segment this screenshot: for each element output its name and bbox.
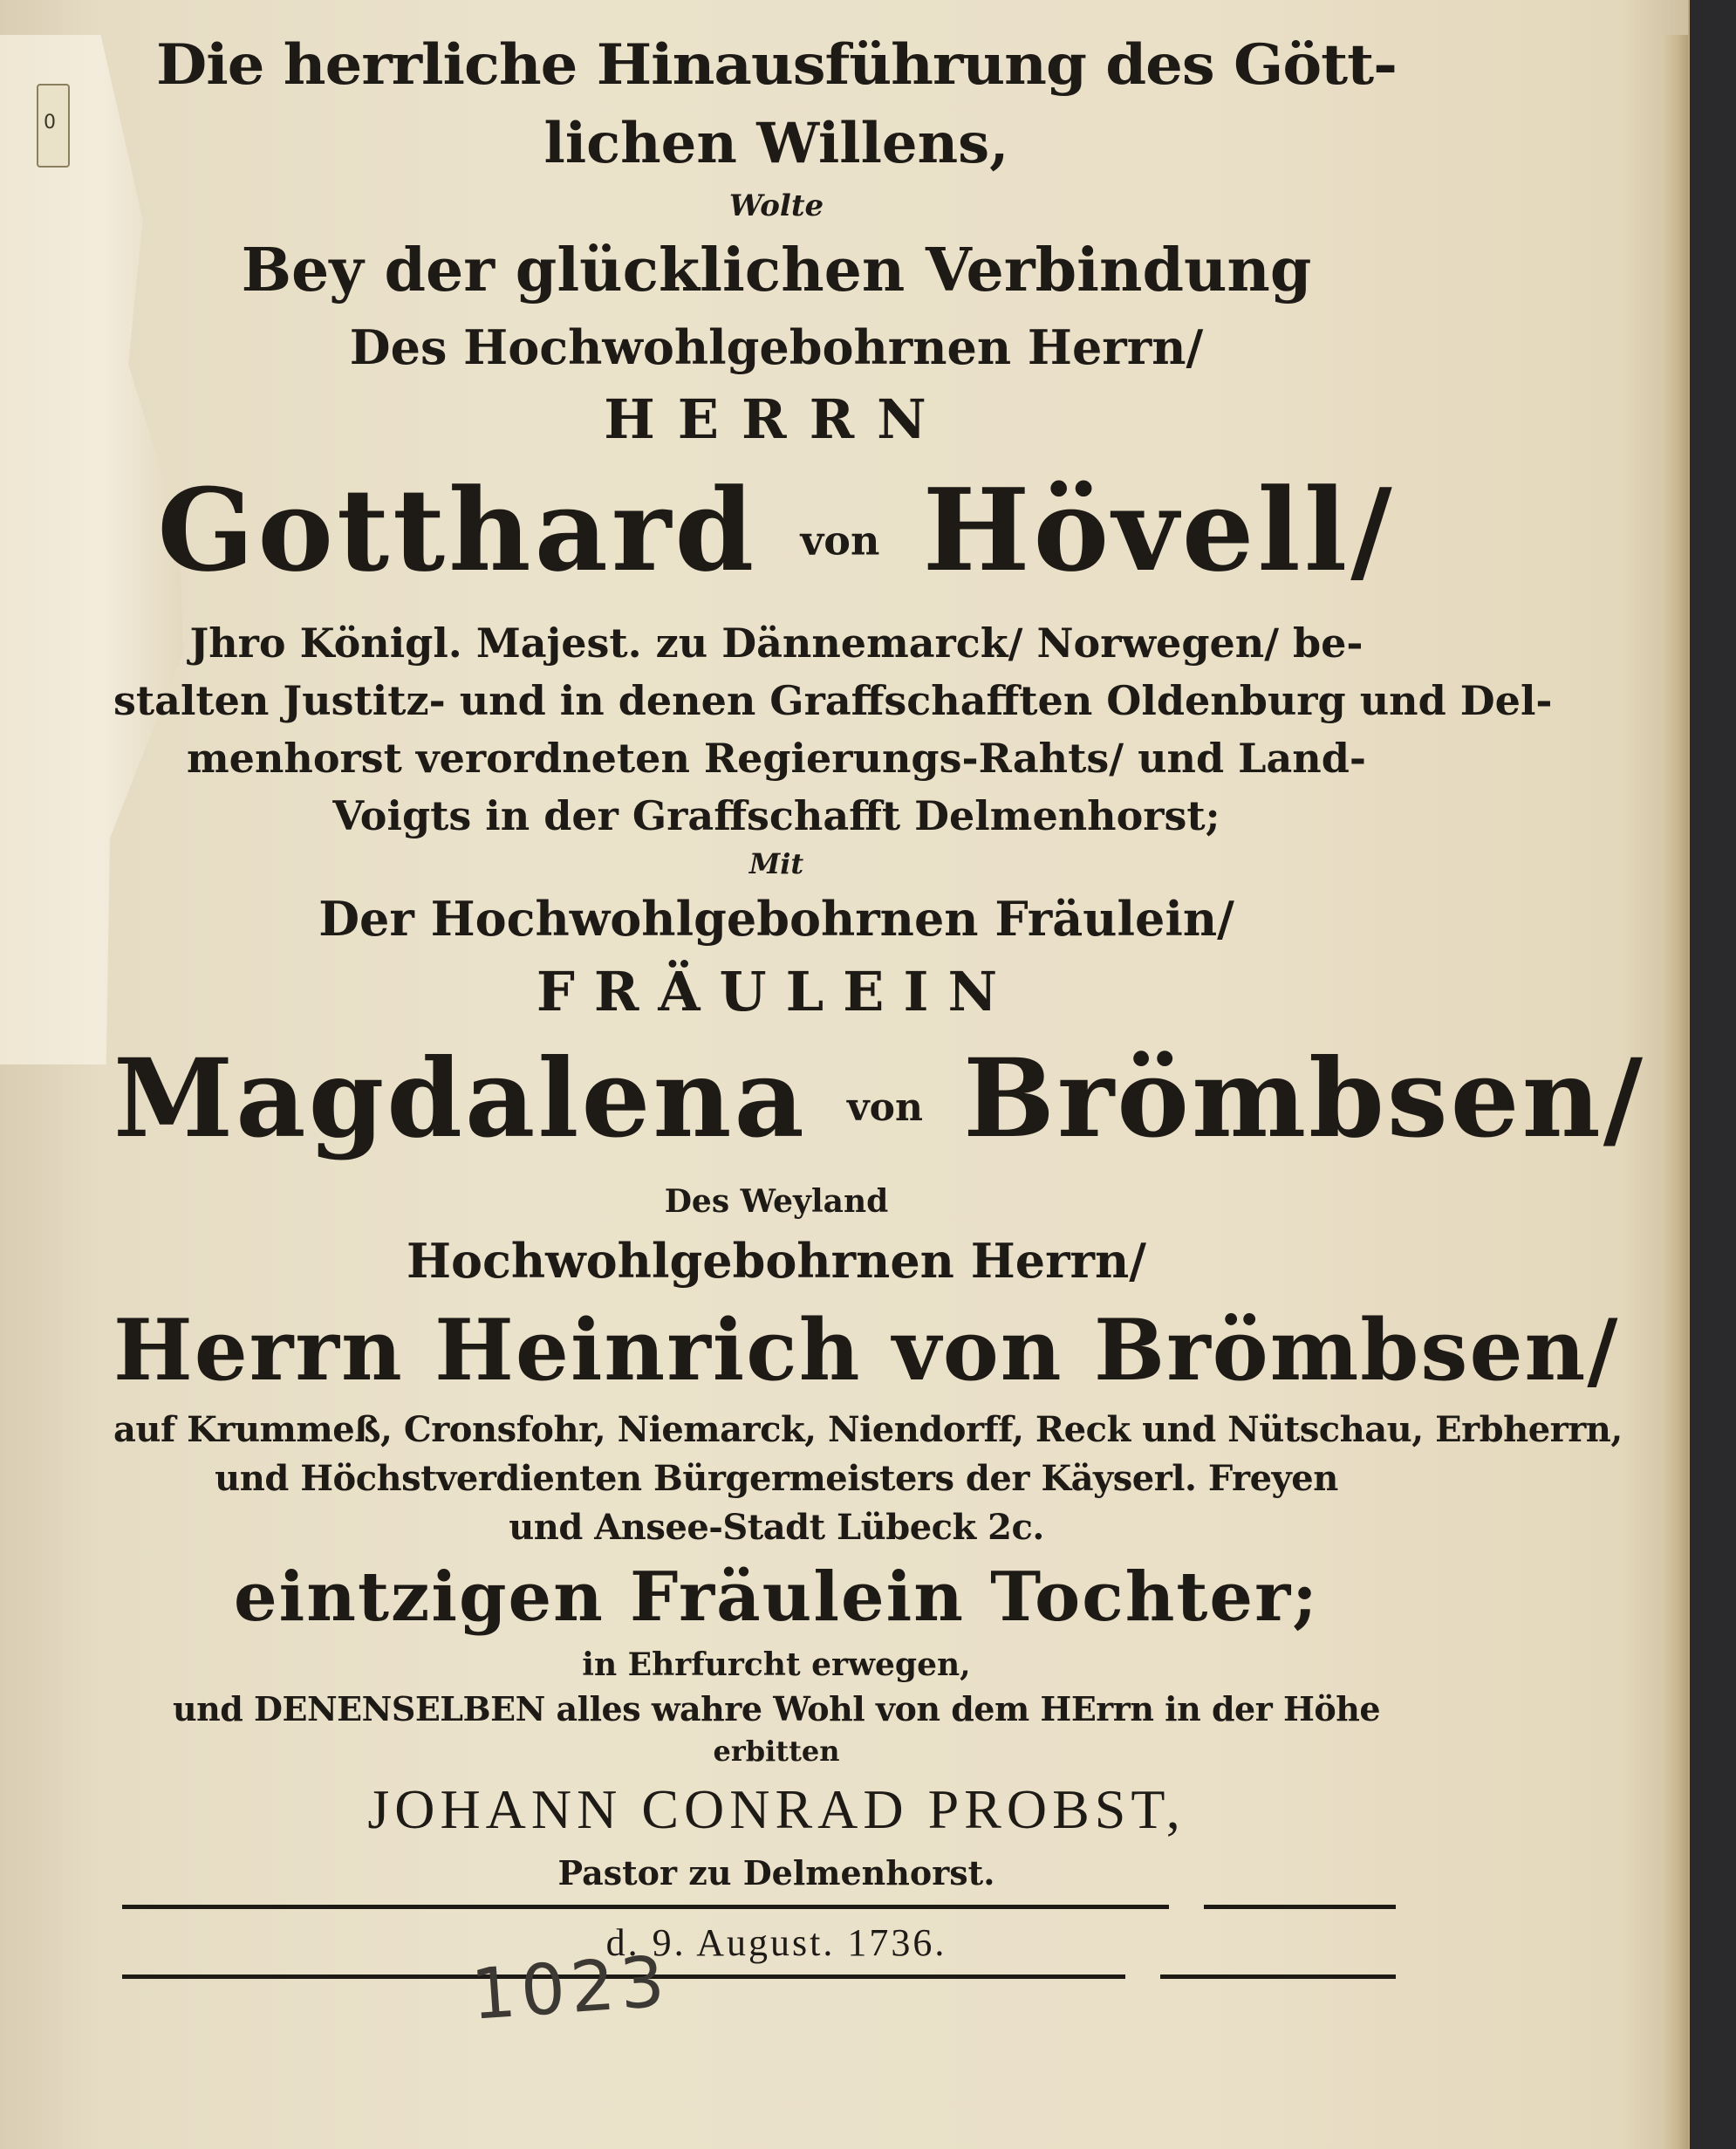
groom-last-name: Hövell/ [922, 463, 1396, 597]
mit-line: Mit [748, 846, 804, 880]
pastor-line: Pastor zu Delmenhorst. [557, 1853, 995, 1893]
author-line: JOHANN CONRAD PROBST, [367, 1778, 1186, 1841]
library-label [37, 84, 70, 168]
herrn-caps-line: HERRN [604, 387, 949, 451]
groom-title-line-4: Voigts in der Graffschafft Delmenhorst; [332, 791, 1220, 839]
groom-name-line [113, 457, 1439, 614]
erbitten-line: erbitten [713, 1735, 840, 1769]
page-edge [1662, 35, 1688, 2149]
groom-von: von [800, 517, 880, 565]
groom-title-line-1: Jhro Königl. Majest. zu Dännemarck/ Norwegen/ be- [189, 619, 1364, 667]
rule-row-2 [113, 1969, 1439, 1988]
fraeulein-caps-line: FRÄULEIN [536, 959, 1017, 1023]
wolte-line: Wolte [728, 188, 824, 223]
der-hochwohlgebohrnen-line: Der Hochwohlgebohrnen Fräulein/ [318, 890, 1234, 947]
rule-line [122, 1905, 1169, 1909]
date-line: d. 9. August. 1736. [605, 1921, 947, 1965]
groom-title-line-2: stalten Justitz- und in denen Graffschafften Oldenburg und Del- [113, 676, 1553, 724]
father-title-line-3: und Ansee-Stadt Lübeck 2c. [509, 1507, 1044, 1549]
hochwohlgebohrnen-herrn-line: Hochwohlgebohrnen Herrn/ [407, 1233, 1146, 1290]
ehrfurcht-line: in Ehrfurcht erwegen, [582, 1646, 971, 1684]
bride-name-line [113, 1030, 1646, 1178]
eintzigen-line: eintzigen Fräulein Tochter; [234, 1557, 1319, 1638]
father-title-line-1: auf Krummeß, Cronsfohr, Niemarck, Niendorff, Reck und Nütschau, Erbherrn, [113, 1409, 1623, 1451]
rule-row-1 [113, 1898, 1439, 1917]
denenselben-line: und DENENSELBEN alles wahre Wohl von dem HErrn in der Höhe [172, 1689, 1381, 1729]
groom-title-line-3: menhorst verordneten Regierungs-Rahts/ und Land- [187, 734, 1366, 782]
des-weyland-line: Des Weyland [664, 1183, 889, 1221]
library-label-text: 0 [44, 112, 56, 133]
groom-first-name: Gotthard [157, 463, 758, 597]
title-line-1: Die herrliche Hinausführung des Gött- [156, 32, 1397, 98]
rule-line [1160, 1974, 1396, 1979]
handwritten-shelf-number: 1023 [468, 1940, 673, 2036]
father-title-line-2: und Höchstverdienten Bürgermeisters der Käyserl. Freyen [215, 1458, 1338, 1500]
des-hochwohlgebohrnen-line: Des Hochwohlgebohrnen Herrn/ [349, 319, 1204, 375]
father-name-line: Herrn Heinrich von Brömbsen/ [113, 1301, 1620, 1400]
bride-von: von [847, 1085, 923, 1130]
title-line-2: lichen Willens, [543, 111, 1009, 176]
title-page-text [113, 26, 1646, 1988]
bey-line: Bey der glücklichen Verbindung [241, 236, 1312, 305]
bride-last-name: Brömbsen/ [963, 1035, 1646, 1162]
rule-line [1204, 1905, 1396, 1909]
bride-first-name: Magdalena [113, 1035, 807, 1162]
